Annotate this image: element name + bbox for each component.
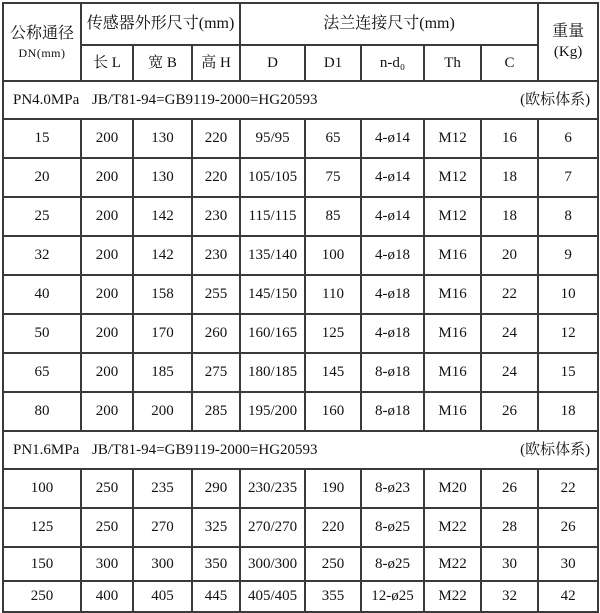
table-cell: 8-ø23 [361,469,424,508]
table-cell: M12 [424,197,481,236]
table-cell: 50 [3,314,81,353]
header-d1: D1 [305,45,361,81]
flowmeter-dimension-table [2,2,599,613]
table-cell: 15 [3,119,81,158]
table-cell: 170 [133,314,192,353]
section-standard-codes: JB/T81-94=GB9119-2000=HG20593 [92,441,318,458]
table-cell: M20 [424,469,481,508]
table-cell: 250 [81,469,133,508]
table-cell: 200 [81,119,133,158]
table-cell: 30 [538,547,598,581]
table-body [3,81,598,612]
table-cell: 130 [133,158,192,197]
table-cell: 180/185 [240,353,305,392]
table-cell: 290 [192,469,240,508]
table-cell: M12 [424,119,481,158]
table-cell: 75 [305,158,361,197]
table-cell: 220 [192,158,240,197]
header-nominal-diameter-line1: 公称通径 [9,24,74,42]
table-cell: M22 [424,547,481,581]
table-cell: 130 [133,119,192,158]
table-cell: 20 [481,236,538,275]
header-n-d0: n-d₀ [361,45,424,81]
section-header-content [4,441,597,460]
section-pressure-rating: PN1.6MPa [13,441,80,458]
header-th: Th [424,45,481,81]
table-cell: 190 [305,469,361,508]
table-cell: 26 [481,469,538,508]
table-cell: 40 [3,275,81,314]
table-cell: 270/270 [240,508,305,547]
table-row [3,581,598,612]
table-cell: 22 [481,275,538,314]
table-cell: 8-ø18 [361,353,424,392]
table-cell: 158 [133,275,192,314]
section-header-cell [3,431,598,469]
table-cell: 300/300 [240,547,305,581]
table-cell: 9 [538,236,598,275]
table-cell: 135/140 [240,236,305,275]
section-header-row [3,431,598,469]
table-cell: 300 [81,547,133,581]
table-cell: 350 [192,547,240,581]
table-cell: 42 [538,581,598,612]
table-cell: 125 [3,508,81,547]
table-cell: 4-ø18 [361,275,424,314]
header-d: D [240,45,305,81]
table-cell: 8-ø25 [361,547,424,581]
table-cell: M12 [424,158,481,197]
table-cell: 4-ø14 [361,197,424,236]
table-cell: 160/165 [240,314,305,353]
section-pressure-rating: PN4.0MPa [13,91,80,108]
table-row [3,469,598,508]
table-cell: 26 [538,508,598,547]
table-cell: 20 [3,158,81,197]
table-cell: 195/200 [240,392,305,431]
table-cell: 200 [81,314,133,353]
table-row [3,197,598,236]
table-cell: 445 [192,581,240,612]
table-cell: 200 [81,275,133,314]
table-cell: 12 [538,314,598,353]
table-cell: 15 [538,353,598,392]
table-row [3,236,598,275]
header-group-flange-dimensions: 法兰连接尺寸(mm) [240,3,538,45]
table-cell: 4-ø18 [361,314,424,353]
table-cell: 220 [192,119,240,158]
table-cell: 32 [481,581,538,612]
table-cell: 300 [133,547,192,581]
table-cell: 250 [3,581,81,612]
table-cell: M16 [424,392,481,431]
table-cell: 200 [81,158,133,197]
table-cell: 32 [3,236,81,275]
header-width-b: 宽 B [133,45,192,81]
table-row [3,353,598,392]
header-c: C [481,45,538,81]
table-cell: 18 [538,392,598,431]
table-cell: 185 [133,353,192,392]
table-row [3,508,598,547]
table-cell: 270 [133,508,192,547]
table-cell: 200 [81,353,133,392]
table-cell: 250 [81,508,133,547]
table-cell: 95/95 [240,119,305,158]
table-cell: 200 [81,236,133,275]
table-cell: 235 [133,469,192,508]
table-cell: 200 [81,197,133,236]
table-cell: 150 [3,547,81,581]
table-cell: 285 [192,392,240,431]
table-cell: 405 [133,581,192,612]
header-weight-line2: (Kg) [553,44,583,61]
table-cell: 275 [192,353,240,392]
table-cell: 142 [133,236,192,275]
table-cell: 230/235 [240,469,305,508]
table-row [3,314,598,353]
table-cell: 80 [3,392,81,431]
table-cell: 65 [3,353,81,392]
table-cell: 200 [133,392,192,431]
table-row [3,119,598,158]
section-standard-note: (欧标体系) [520,441,591,458]
section-header-cell [3,81,598,119]
table-row [3,275,598,314]
section-header-content [4,91,597,110]
table-row [3,547,598,581]
table-cell: 18 [481,158,538,197]
table-cell: 8-ø25 [361,508,424,547]
table-cell: 200 [81,392,133,431]
table-cell: 100 [3,469,81,508]
table-cell: 65 [305,119,361,158]
table-cell: 28 [481,508,538,547]
table-cell: 8 [538,197,598,236]
header-nominal-diameter-line2: DN(mm) [18,45,66,60]
table-cell: 4-ø18 [361,236,424,275]
header-height-h: 高 H [192,45,240,81]
table-cell: 6 [538,119,598,158]
table-cell: 142 [133,197,192,236]
table-cell: M22 [424,581,481,612]
table-cell: 355 [305,581,361,612]
table-row [3,392,598,431]
table-cell: 145 [305,353,361,392]
header-nominal-diameter [3,3,81,81]
table-cell: 400 [81,581,133,612]
header-length-l: 长 L [81,45,133,81]
table-cell: 160 [305,392,361,431]
table-cell: 110 [305,275,361,314]
table-cell: 105/105 [240,158,305,197]
section-header-row [3,81,598,119]
sub-header-row [3,45,598,81]
table-cell: 85 [305,197,361,236]
table-cell: 115/115 [240,197,305,236]
table-header [3,3,598,81]
table-cell: 250 [305,547,361,581]
table-cell: 16 [481,119,538,158]
table-cell: 18 [481,197,538,236]
table-cell: 230 [192,236,240,275]
table-cell: 10 [538,275,598,314]
table-cell: M16 [424,353,481,392]
header-weight [538,3,598,81]
table-cell: 220 [305,508,361,547]
table-cell: 145/150 [240,275,305,314]
table-cell: M22 [424,508,481,547]
table-cell: 100 [305,236,361,275]
table-cell: M16 [424,275,481,314]
table-cell: 4-ø14 [361,158,424,197]
table-cell: 22 [538,469,598,508]
table-cell: 7 [538,158,598,197]
table-cell: 30 [481,547,538,581]
table-cell: M16 [424,314,481,353]
table-cell: 405/405 [240,581,305,612]
table-cell: M16 [424,236,481,275]
table-cell: 8-ø18 [361,392,424,431]
section-standard-note: (欧标体系) [520,91,591,108]
section-standard-codes: JB/T81-94=GB9119-2000=HG20593 [92,91,318,108]
table-cell: 325 [192,508,240,547]
header-group-sensor-dimensions: 传感器外形尺寸(mm) [81,3,240,45]
spec-table-container [2,2,598,613]
table-cell: 12-ø25 [361,581,424,612]
table-cell: 26 [481,392,538,431]
table-cell: 25 [3,197,81,236]
table-cell: 4-ø14 [361,119,424,158]
table-cell: 24 [481,314,538,353]
table-cell: 255 [192,275,240,314]
table-row [3,158,598,197]
table-cell: 24 [481,353,538,392]
table-cell: 230 [192,197,240,236]
table-cell: 260 [192,314,240,353]
table-cell: 125 [305,314,361,353]
header-weight-line1: 重量 [552,23,585,41]
